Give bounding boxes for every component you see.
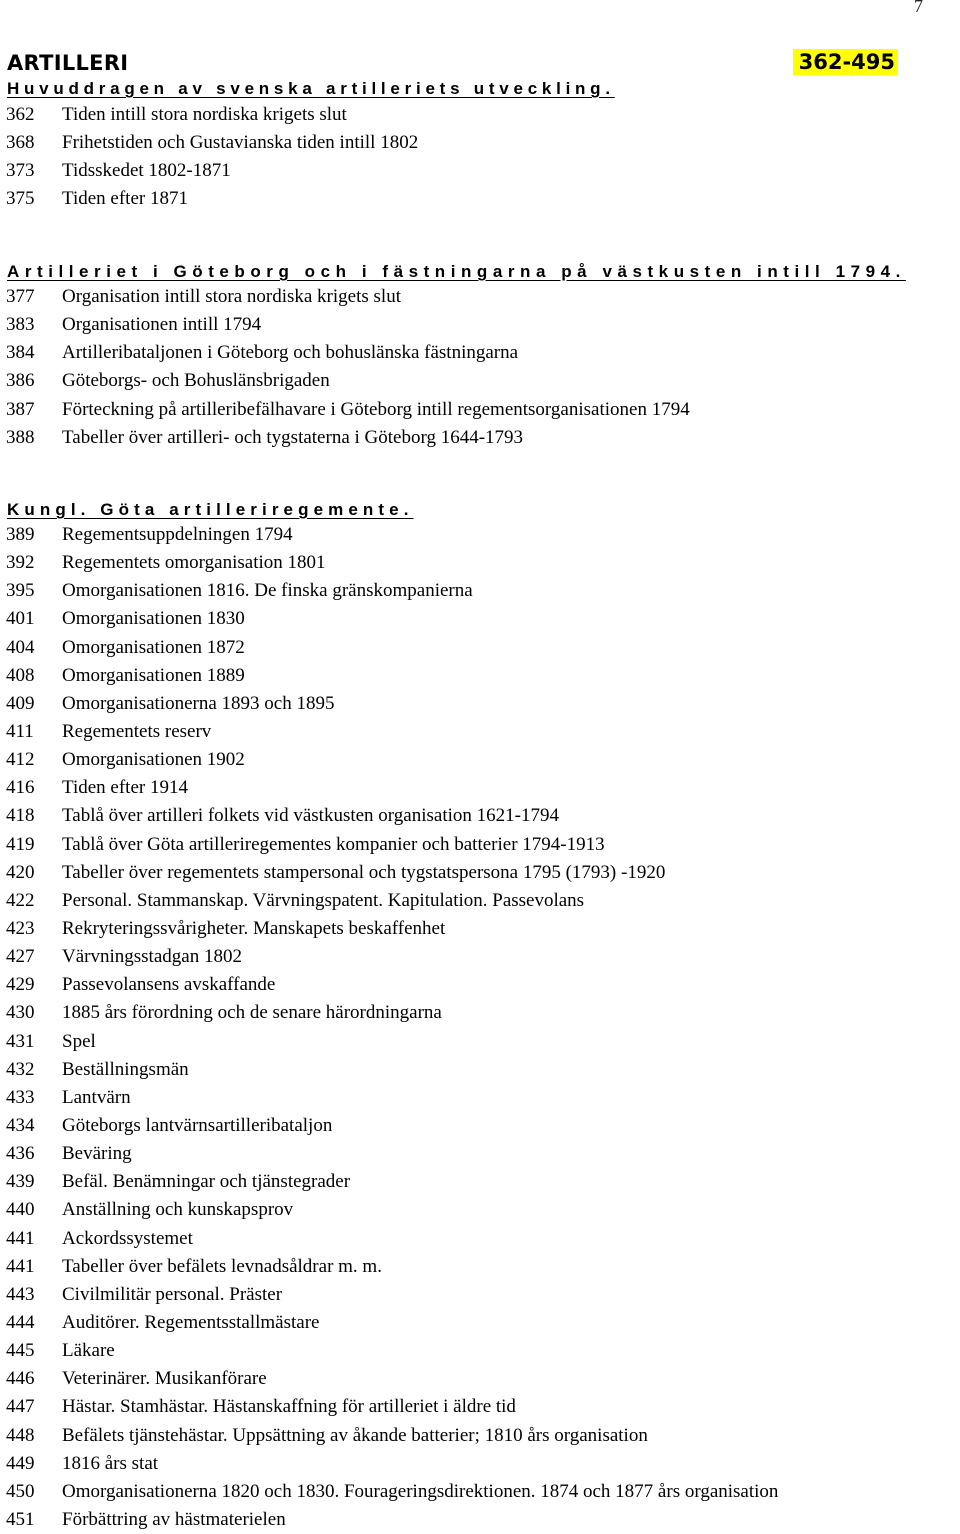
entry-title: Omorganisationen 1872 [62,636,245,658]
entry-page-number: 416 [6,777,35,799]
entry-page-number: 387 [6,398,35,420]
section-heading: Artilleriet i Göteborg och i fästningarna på västkusten intill 1794. [7,262,906,281]
entry-page-number: 429 [6,974,35,996]
entry-title: Auditörer. Regementsstallmästare [62,1311,320,1333]
entry-page-number: 448 [6,1424,35,1446]
entry-page-number: 411 [6,720,34,742]
entry-page-number: 420 [6,861,35,883]
entry-page-number: 440 [6,1199,35,1221]
entry-title: Omorganisationerna 1820 och 1830. Fourageringsdirektionen. 1874 och 1877 års organisation [62,1480,779,1502]
entry-page-number: 431 [6,1030,35,1052]
entry-title: Tidsskedet 1802-1871 [62,160,231,182]
entry-page-number: 389 [6,524,35,545]
entry-title: Lantvärn [62,1086,131,1108]
entry-title: Beväring [62,1143,132,1165]
entry-page-number: 404 [6,636,35,658]
entry-title: Personal. Stammanskap. Värvningspatent. Kapitulation. Passevolans [62,889,585,911]
entry-title: Befäl. Benämningar och tjänstegrader [62,1171,351,1193]
section-heading: Huvuddragen av svenska artilleriets utveckling. [7,79,615,98]
entry-title: Omorganisationen 1830 [62,608,245,630]
entry-page-number: 412 [6,749,35,771]
entry-page-number: 447 [6,1396,35,1418]
entry-page-number: 441 [6,1255,35,1277]
entry-page-number: 375 [6,188,35,210]
entry-page-number: 443 [6,1283,35,1305]
entry-title: 1885 års förordning och de senare härordningarna [62,1002,442,1024]
entry-page-number: 445 [6,1340,35,1362]
entry-page-number: 409 [6,692,35,714]
entry-title: Tiden efter 1871 [62,188,188,210]
entry-page-number: 444 [6,1311,35,1333]
entry-title: Civilmilitär personal. Präster [62,1283,283,1305]
entry-title: Läkare [62,1340,115,1362]
entry-title: Förteckning på artilleribefälhavare i Göteborg intill regementsorganisationen 1794 [62,398,690,420]
entry-title: Tablå över Göta artilleriregementes kompanier och batterier 1794-1913 [62,833,605,855]
entry-title: Tablå över artilleri folkets vid västkusten organisation 1621-1794 [62,805,559,827]
entry-title: Tabeller över regementets stampersonal och tygstatspersona 1795 (1793) -1920 [62,861,666,883]
entry-title: Veterinärer. Musikanförare [62,1368,267,1390]
title-row [7,51,898,79]
entry-page-number: 368 [6,132,35,154]
entry-title: Rekryteringssvårigheter. Manskapets beskaffenhet [62,917,446,939]
entry-title: Organisation intill stora nordiska krigets slut [62,286,401,307]
entry-title: Förbättring av hästmaterielen [62,1508,286,1530]
entry-page-number: 401 [6,608,35,630]
entry-title: Tabeller över artilleri- och tygstaterna i Göteborg 1644-1793 [62,426,524,448]
entry-page-number: 436 [6,1143,35,1165]
entry-page-number: 419 [6,833,35,855]
entry-title: Spel [62,1030,96,1052]
entry-title: Organisationen intill 1794 [62,314,262,336]
entry-title: Hästar. Stamhästar. Hästanskaffning för artilleriet i äldre tid [62,1396,516,1418]
entry-page-number: 427 [6,946,35,968]
entry-title: Passevolansens avskaffande [62,974,276,996]
entry-page-number: 373 [6,160,35,182]
entry-page-number: 439 [6,1171,35,1193]
entry-title: Omorganisationerna 1893 och 1895 [62,692,335,714]
page-range-highlight: 362-495 [793,49,898,75]
entry-page-number: 446 [6,1368,35,1390]
entry-title: Värvningsstadgan 1802 [62,946,242,968]
entry-page-number: 384 [6,342,35,364]
entry-title: Omorganisationen 1902 [62,749,245,771]
entry-page-number: 392 [6,552,35,574]
entry-page-number: 422 [6,889,35,911]
entry-title: Artilleribataljonen i Göteborg och bohuslänska fästningarna [62,342,519,364]
entry-page-number: 449 [6,1452,35,1474]
entry-title: Tiden intill stora nordiska krigets slut [62,104,347,125]
entry-page-number: 362 [6,104,35,125]
entry-page-number: 418 [6,805,35,827]
entry-title: Regementsuppdelningen 1794 [62,524,293,545]
page-number: 7 [914,0,923,16]
entry-page-number: 383 [6,314,35,336]
entry-title: Anställning och kunskapsprov [62,1199,294,1221]
entry-page-number: 441 [6,1227,35,1249]
entry-page-number: 386 [6,370,35,392]
entry-title: Göteborgs- och Bohuslänsbrigaden [62,370,330,392]
entry-title: Beställningsmän [62,1058,189,1080]
entry-page-number: 377 [6,286,35,307]
entry-title: Regementets omorganisation 1801 [62,552,326,574]
section-heading: Kungl. Göta artilleriregemente. [7,500,414,519]
entry-page-number: 450 [6,1480,35,1502]
entry-title: Ackordssystemet [62,1227,193,1249]
entry-page-number: 395 [6,580,35,602]
entry-title: Göteborgs lantvärnsartilleribataljon [62,1114,333,1136]
entry-title: Omorganisationen 1816. De finska gränskompanierna [62,580,473,602]
entry-page-number: 451 [6,1508,35,1530]
entry-page-number: 388 [6,426,35,448]
entry-page-number: 430 [6,1002,35,1024]
entry-title: Frihetstiden och Gustavianska tiden intill 1802 [62,132,419,154]
entry-page-number: 408 [6,664,35,686]
entry-title: Regementets reserv [62,720,212,742]
entry-title: Omorganisationen 1889 [62,664,245,686]
entry-title: Tiden efter 1914 [62,777,188,799]
entry-page-number: 432 [6,1058,35,1080]
entry-title: Befälets tjänstehästar. Uppsättning av åkande batterier; 1810 års organisation [62,1424,648,1446]
entry-page-number: 433 [6,1086,35,1108]
entry-page-number: 423 [6,917,35,939]
entry-title: Tabeller över befälets levnadsåldrar m. m. [62,1255,382,1277]
page-title: ARTILLERI [7,51,129,75]
entry-title: 1816 års stat [62,1452,159,1474]
entry-page-number: 434 [6,1114,35,1136]
